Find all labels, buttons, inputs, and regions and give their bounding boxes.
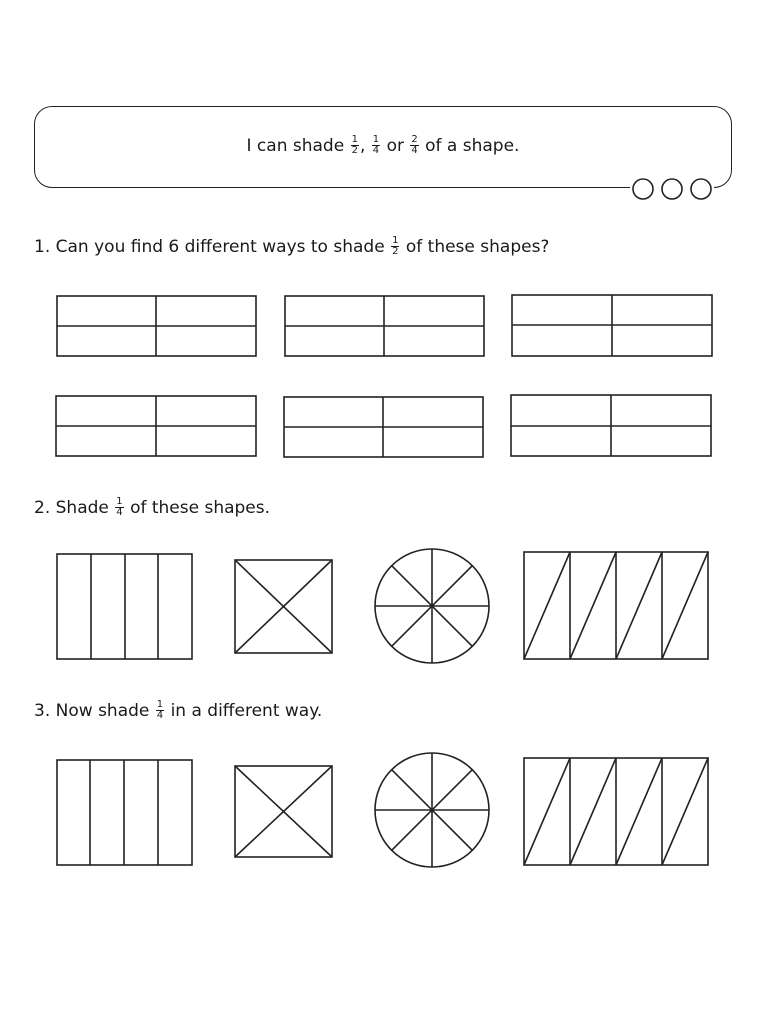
question-text: Now shade [55,701,150,721]
question-text: of these shapes. [130,498,271,518]
question-text: Shade [55,498,109,518]
question-number: 1. [34,237,51,257]
objective-or: or [386,136,404,156]
fraction: $\frac{1}{4}$ [372,133,380,156]
four-strip-rectangle[interactable] [57,760,192,865]
square-with-diagonals[interactable] [235,766,332,857]
fraction: $\frac{1}{2}$ [392,234,399,257]
fraction: $\frac{1}{4}$ [156,698,164,721]
question-text: Can you find 6 different ways to shade [55,237,385,257]
parallelogram-strips-rectangle[interactable] [524,758,708,865]
question-text: of these shapes? [405,237,550,257]
question-number: 2. [34,498,51,518]
objective-separator: , [359,136,366,156]
circle-eighths[interactable] [375,753,489,867]
fraction: $\frac{1}{2}$ [351,133,358,156]
question-number: 3. [34,701,51,721]
objective-suffix: of a shape. [425,136,520,156]
question-text: in a different way. [170,701,323,721]
objective-prefix: I can shade [246,136,345,156]
fraction: $\frac{2}{4}$ [411,133,418,156]
fraction: $\frac{1}{4}$ [116,495,123,518]
